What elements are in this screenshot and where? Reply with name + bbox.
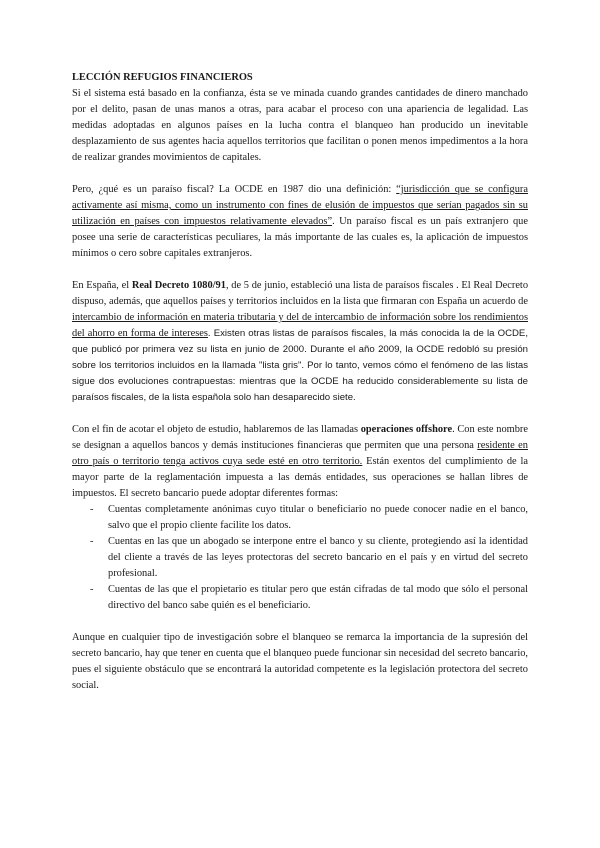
resident-definition-text: residente en otro país o territorio tenga activos cuya sede esté en otro territorio. [72,440,528,467]
real-decreto-label: Real Decreto 1080/91 [131,280,226,291]
bank-secrecy-forms-list [72,502,528,614]
list-item: - Cuentas completamente anónimas cuyo titular o beneficiario no puede conocer nadie en el banco, salvo que el propio cliente facilite los datos. [72,502,528,534]
definition-tail: . Un paraíso fiscal es un país extranjero que posee una serie de características peculiares, la más importante de las cuales es, la aplicación de impuestos mínimos o cero sobre capitales extranjeros. [72,216,528,259]
conclusion-paragraph: Aunque en cualquier tipo de investigación sobre el blanqueo se remarca la importancia de la supresión del secreto bancario, hay que tener en cuenta que el blanqueo puede funcionar sin necesidad del secreto bancario, pues el siguiente obstáculo que se encontrará la autoridad competente es la legislación protectora del secreto social. [72,632,528,691]
offshore-operations-label: operaciones offshore [360,424,453,435]
spain-text-3: . Existen otras listas de paraísos fiscales, la más conocida la de la OCDE, que publicó por primera vez su lista en junio de 2000. Durante el año 2009, la OCDE redobló su presión sobre los territorios incluidos en la llamada "lista gris". Por lo tanto, vemos cómo el fenómeno de las listas sigue dos evoluciones contrapuestas: mientras que la OCDE ha reducido considerablemente su lista de paraísos fiscales, de la lista española solo han desaparecido siete. [72,328,529,403]
definition-paragraph [72,182,528,262]
offshore-paragraph [72,422,528,502]
list-item: - Cuentas en las que un abogado se interpone entre el banco y su cliente, protegiendo así la identidad del cliente a través de las leyes protectoras del secreto bancario en el país y en virtud del secreto profesional. [72,534,528,582]
offshore-text-1: Con el fin de acotar el objeto de estudio, hablaremos de las llamadas [72,424,361,435]
offshore-text-2: . Con este nombre se designan a aquellos bancos y demás instituciones financieras que permiten que una persona [72,424,528,451]
document-page [72,70,528,710]
intro-paragraph [72,70,528,166]
lesson-title: LECCIÓN REFUGIOS FINANCIEROS [72,72,253,83]
spain-text-1: En España, el [72,280,132,291]
information-exchange-text: intercambio de información en materia tributaria y del de intercambio de información sobre los rendimientos del ahorro en forma de intereses [72,312,528,339]
intro-text: Si el sistema está basado en la confianza, ésta se ve minada cuando grandes cantidades de dinero manchado por el delito, pasan de unas manos a otras, para acabar el proceso con una apariencia de legalidad. Las medidas adoptadas en algunos países en la lucha contra el blanqueo han producido un inevitable desplazamiento de sus agentes hacia aquellos territorios que facilitan o ponen menos impedimentos a la hora de realizar grandes movimientos de capitales. [72,88,528,163]
list-item: - Cuentas de las que el propietario es titular pero que están cifradas de tal modo que sólo el personal directivo del banco sabe quién es el beneficiario. [72,582,528,614]
definition-lead: Pero, ¿qué es un paraíso fiscal? La OCDE en 1987 dio una definición: [72,184,397,195]
spain-text-2: , de 5 de junio, estableció una lista de paraísos fiscales . El Real Decreto dispuso, además, que aquellos países y territorios incluidos en la lista que firmaran con España un acuerdo de [72,280,529,307]
offshore-text-3: Están exentos del cumplimiento de la mayor parte de la reglamentación impuesta a las demás entidades, sus operaciones se hallan libres de impuestos. El secreto bancario puede adoptar diferentes formas: [72,456,528,499]
ocde-definition-quote: “jurisdicción que se configura activamente así misma, como un instrumento con fines de elusión de impuestos que serían pagados sin su utilización en países con impuestos relativamente elevados” [72,184,528,227]
spain-paragraph [72,278,528,406]
